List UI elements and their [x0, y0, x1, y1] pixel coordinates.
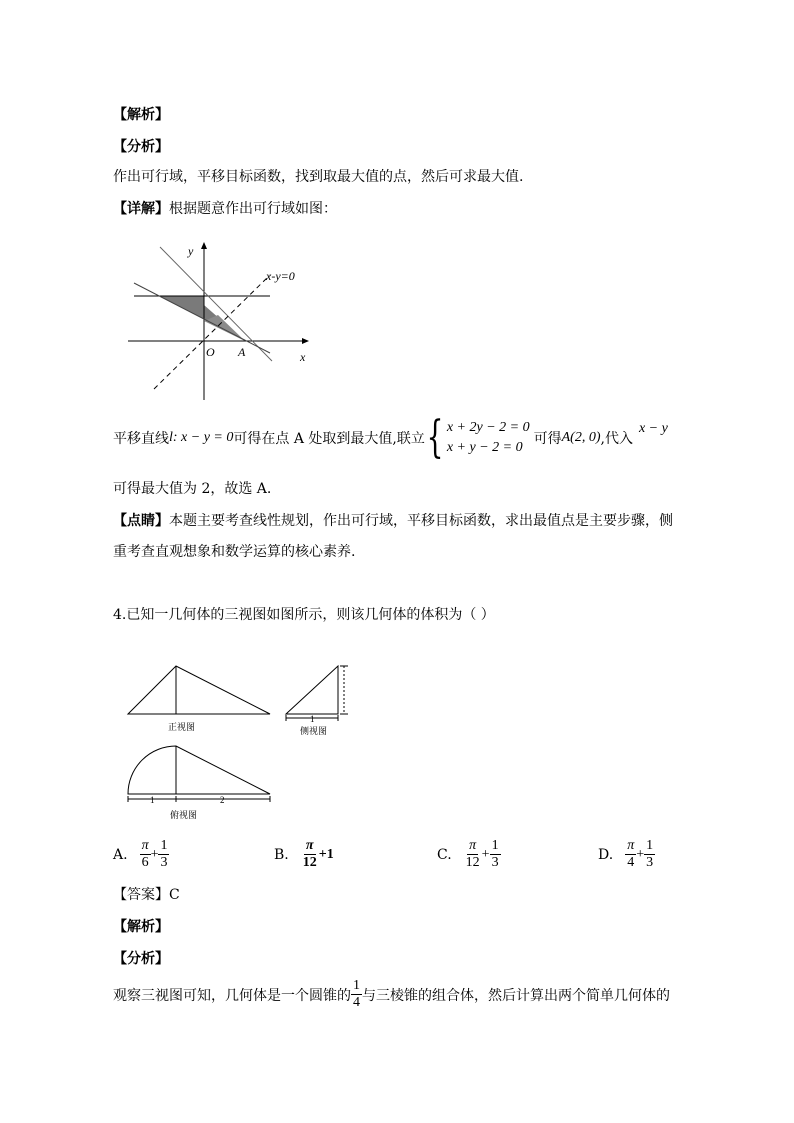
option-c-letter: C.	[437, 846, 452, 863]
heading-jiexi-2: 【解析】	[113, 919, 169, 935]
top-view-dim-right: 2	[220, 795, 225, 805]
side-view-label: 侧视图	[300, 726, 328, 736]
option-a-frac-1: $\frac{\pi}{6}$	[141, 838, 149, 870]
line-x-y-0-label: x-y=0	[266, 269, 295, 283]
top-view-dim-left: 1	[150, 795, 155, 805]
feasible-region-graph	[120, 235, 320, 405]
front-view-label: 正视图	[168, 722, 196, 732]
heading-fenxi-2: 【分析】	[113, 951, 169, 967]
equation-2: x + y − 2 = 0	[446, 440, 523, 455]
option-c[interactable]	[437, 838, 501, 871]
top-view-label: 俯视图	[170, 810, 198, 820]
option-b-op: +1	[318, 846, 334, 862]
option-a-frac-2: $\frac{1}{3}$	[160, 838, 168, 870]
option-d-frac-1: $\frac{\pi}{4}$	[627, 838, 635, 870]
option-b-frac: $\frac{\pi}{12}$	[302, 838, 317, 870]
point-a: A(2, 0)	[561, 430, 601, 445]
solution-line	[113, 412, 668, 463]
top-view	[128, 746, 270, 820]
point-a-label: A	[238, 345, 246, 359]
option-b-letter: B.	[274, 846, 289, 863]
heading-xiangjie: 【详解】	[113, 201, 169, 217]
side-view-dim: 1	[310, 714, 315, 724]
option-a-letter: A.	[113, 846, 128, 863]
equation-system	[447, 418, 530, 458]
option-d[interactable]	[598, 838, 655, 871]
heading-dianjing: 【点睛】	[113, 513, 169, 529]
equation-1: x + 2y − 2 = 0	[446, 420, 530, 435]
option-d-frac-2: $\frac{1}{3}$	[646, 838, 654, 870]
line-name: l	[169, 430, 173, 445]
line-equation: : x − y = 0	[172, 430, 234, 445]
system-brace: {	[426, 412, 444, 463]
solution-part4: ,代入	[600, 431, 633, 447]
solution-part3: 可得	[533, 431, 562, 447]
option-c-frac-2: $\frac{1}{3}$	[491, 838, 499, 870]
heading-fenxi: 【分析】	[113, 139, 169, 155]
front-view	[128, 666, 270, 732]
option-a-op: +	[150, 846, 159, 862]
comment-line-1	[113, 510, 673, 530]
x-axis-label: x	[300, 350, 306, 364]
solution-part2: 可得在点 A 处取到最大值,联立	[233, 431, 425, 447]
option-d-op: +	[636, 846, 645, 862]
target-expression: x − y	[638, 421, 668, 436]
analysis-2-frac: $\frac{1}{4}$	[353, 978, 360, 1010]
answer: 【答案】C	[113, 887, 180, 903]
option-c-frac-1: $\frac{\pi}{12}$	[465, 838, 480, 870]
analysis-2-part2: 与三棱锥的组合体，然后计算出两个简单几何体的	[362, 987, 670, 1004]
y-axis-label: y	[188, 244, 194, 258]
comment-line-2: 重考查直观想象和数学运算的核心素养.	[113, 544, 356, 560]
origin-label: O	[206, 345, 215, 359]
option-c-op: +	[481, 846, 490, 862]
option-d-letter: D.	[598, 846, 614, 863]
solution-result: 可得最大值为 2，故选 A.	[113, 481, 272, 497]
dashed-line-x-y-0	[154, 275, 270, 389]
heading-jiexi: 【解析】	[113, 107, 169, 123]
option-a[interactable]	[113, 838, 169, 871]
analysis-2	[113, 978, 670, 1011]
detail-intro: 根据题意作出可行域如图：	[169, 201, 337, 217]
analysis-2-part1: 观察三视图可知，几何体是一个圆锥的	[113, 987, 351, 1004]
solution-part1: 平移直线	[113, 431, 169, 447]
side-view	[286, 666, 348, 736]
question-4: 4.已知一几何体的三视图如图所示，则该几何体的体积为（ ）	[113, 607, 495, 623]
detail-line	[113, 198, 337, 218]
analysis-text: 作出可行域，平移目标函数，找到取最大值的点，然后可求最大值.	[113, 169, 524, 185]
three-views-figure	[118, 658, 358, 828]
option-b[interactable]	[274, 838, 334, 871]
comment-text-1: 本题主要考查线性规划，作出可行域，平移目标函数，求出最值点是主要步骤，侧	[169, 513, 673, 529]
